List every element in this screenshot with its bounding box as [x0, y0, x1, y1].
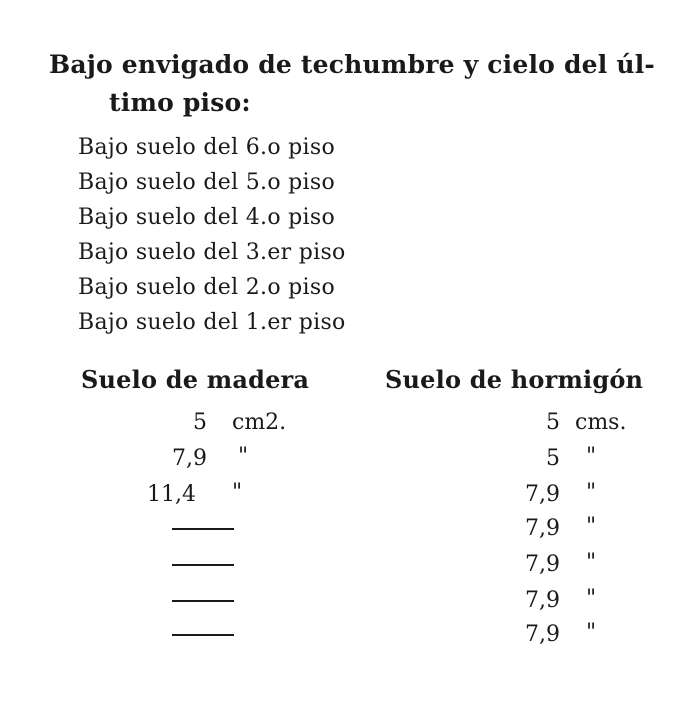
floor-label: Bajo suelo del 6.o piso	[78, 135, 336, 160]
concrete-value: 5	[546, 410, 560, 435]
concrete-value: 5	[546, 446, 560, 471]
wood-unit: "	[238, 444, 249, 469]
floor-label: Bajo suelo del 2.o piso	[78, 275, 336, 300]
concrete-value: 7,9	[525, 482, 560, 507]
concrete-unit: "	[586, 586, 597, 611]
column-header-concrete: Suelo de hormigón	[385, 365, 644, 394]
wood-value: 7,9	[172, 446, 207, 471]
wood-value: 11,4	[147, 482, 196, 507]
concrete-unit: "	[586, 514, 597, 539]
concrete-value: 7,9	[525, 588, 560, 613]
wood-unit: "	[232, 480, 243, 505]
empty-dash	[172, 564, 234, 566]
concrete-value: 7,9	[525, 516, 560, 541]
concrete-unit: "	[586, 444, 597, 469]
concrete-unit: "	[586, 550, 597, 575]
empty-dash	[172, 634, 234, 636]
wood-value: 5	[193, 410, 207, 435]
concrete-unit: "	[586, 480, 597, 505]
concrete-value: 7,9	[525, 622, 560, 647]
column-header-wood: Suelo de madera	[81, 365, 310, 394]
wood-unit: cm2.	[232, 410, 287, 435]
floor-label: Bajo suelo del 1.er piso	[78, 310, 346, 335]
floor-label: Bajo suelo del 4.o piso	[78, 205, 336, 230]
section-heading-line-1: Bajo envigado de techumbre y cielo del úl-	[49, 50, 655, 79]
empty-dash	[172, 600, 234, 602]
concrete-unit: cms.	[575, 410, 627, 435]
section-heading-line-2: timo piso:	[109, 88, 251, 117]
floor-label: Bajo suelo del 3.er piso	[78, 240, 346, 265]
concrete-unit: "	[586, 620, 597, 645]
floor-label: Bajo suelo del 5.o piso	[78, 170, 336, 195]
concrete-value: 7,9	[525, 552, 560, 577]
empty-dash	[172, 528, 234, 530]
